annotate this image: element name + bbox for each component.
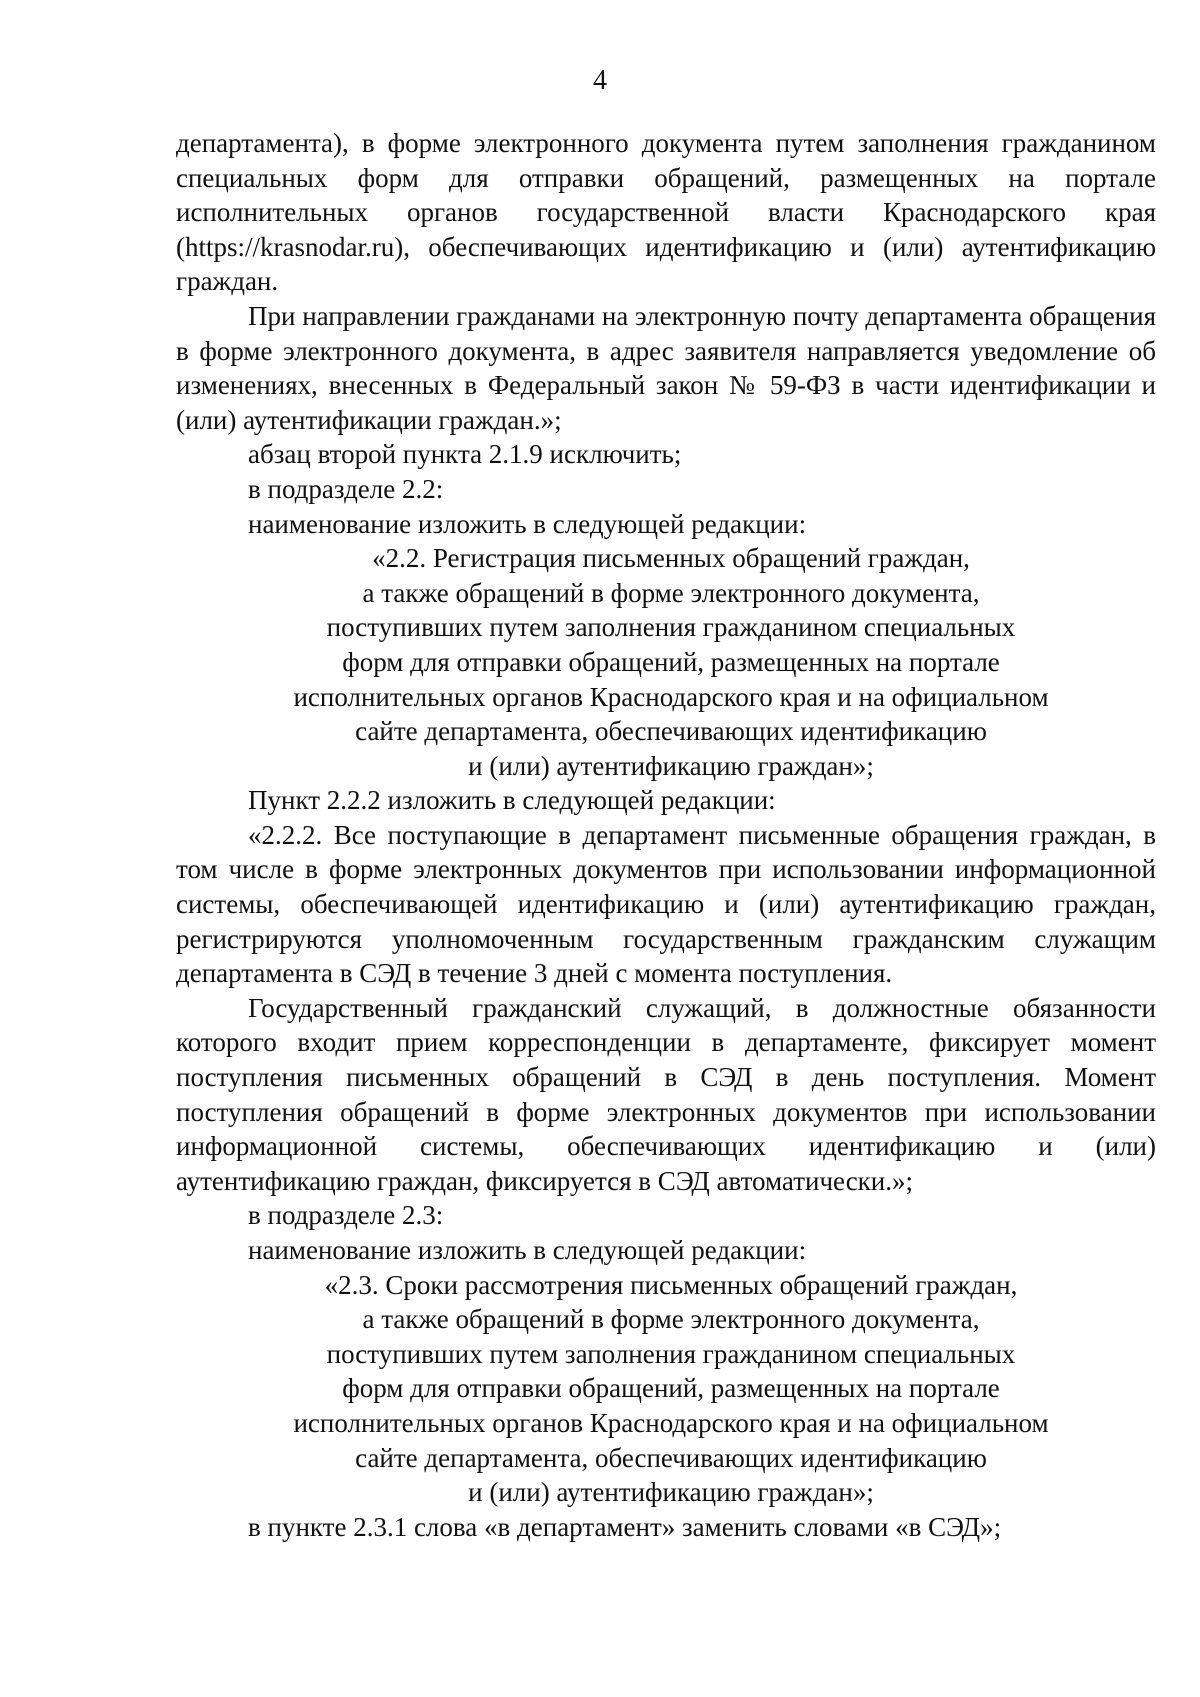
paragraph-item-2-2-2: «2.2.2. Все поступающие в департамент письменные обращения граждан, в том числе в форме электронных документов при использовании информационной системы, обеспечивающей идентификацию и (или) аутентификацию граждан, регистрируются уполномоченным государственным гражданским служащим департамента в СЭД в течение 3 дней с момента поступления. [176, 819, 1156, 989]
heading-2-3-line: сайте департамента, обеспечивающих идентификацию [355, 1442, 987, 1473]
heading-2-2 [176, 541, 1156, 783]
heading-2-2-line: «2.2. Регистрация письменных обращений граждан, [372, 543, 970, 574]
heading-2-3-line: а также обращений в форме электронного документа, [362, 1304, 980, 1335]
paragraph-name-edit-2-2: наименование изложить в следующей редакции: [248, 508, 807, 539]
paragraph-civil-servant: Государственный гражданский служащий, в должностные обязанности которого входит прием корреспонденции в департаменте, фиксирует момент поступления письменных обращений в СЭД в день поступления. Момент поступления обращений в форме электронных документов при использовании информационной системы, обеспечивающих идентификацию и (или) аутентификацию граждан, фиксируется в СЭД автоматически.»; [176, 992, 1156, 1196]
heading-2-3-line: «2.3. Сроки рассмотрения письменных обращений граждан, [324, 1269, 1018, 1300]
paragraph-name-edit-2-3: наименование изложить в следующей редакции: [248, 1235, 807, 1265]
heading-2-3-line: форм для отправки обращений, размещенных на портале [342, 1373, 1000, 1404]
page-number: 4 [593, 65, 607, 96]
heading-2-2-line: форм для отправки обращений, размещенных на портале [342, 646, 1000, 677]
heading-2-3-line: поступивших путем заполнения гражданином специальных [326, 1338, 1016, 1369]
heading-2-2-line: сайте департамента, обеспечивающих идентификацию [355, 716, 987, 747]
heading-2-3 [176, 1268, 1156, 1510]
heading-2-2-line: исполнительных органов Краснодарского края и на официальном [293, 681, 1049, 712]
paragraph-item-2-2-2-edit: Пункт 2.2.2 изложить в следующей редакции: [248, 785, 776, 816]
paragraph-item-2-3-1: в пункте 2.3.1 слова «в департамент» заменить словами «в СЭД»; [248, 1511, 1002, 1542]
paragraph-subsection-2-3: в подразделе 2.3: [248, 1200, 444, 1231]
heading-2-3-line: исполнительных органов Краснодарского края и на официальном [293, 1407, 1049, 1438]
paragraph-continuation: департамента), в форме электронного документа путем заполнения гражданином специальных форм для отправки обращений, размещенных на портале исполнительных органов государственной власти Краснодарского края (https://krasnodar.ru), обеспечивающих идентификацию и (или) аутентификацию граждан. [176, 128, 1156, 297]
paragraph-email-notice: При направлении гражданами на электронную почту департамента обращения в форме электронного документа, в адрес заявителя направляется уведомление об изменениях, внесенных в Федеральный закон № 59-ФЗ в части идентификации и (или) аутентификации граждан.»; [176, 300, 1156, 435]
heading-2-2-line: поступивших путем заполнения гражданином специальных [326, 612, 1016, 643]
heading-2-3-line: и (или) аутентификацию граждан»; [468, 1477, 874, 1508]
paragraph-exclude-2-1-9: абзац второй пункта 2.1.9 исключить; [248, 439, 682, 470]
paragraph-subsection-2-2: в подразделе 2.2: [248, 473, 444, 504]
heading-2-2-line: и (или) аутентификацию граждан»; [468, 750, 874, 781]
document-body [176, 126, 1156, 1544]
heading-2-2-line: а также обращений в форме электронного документа, [362, 577, 980, 608]
